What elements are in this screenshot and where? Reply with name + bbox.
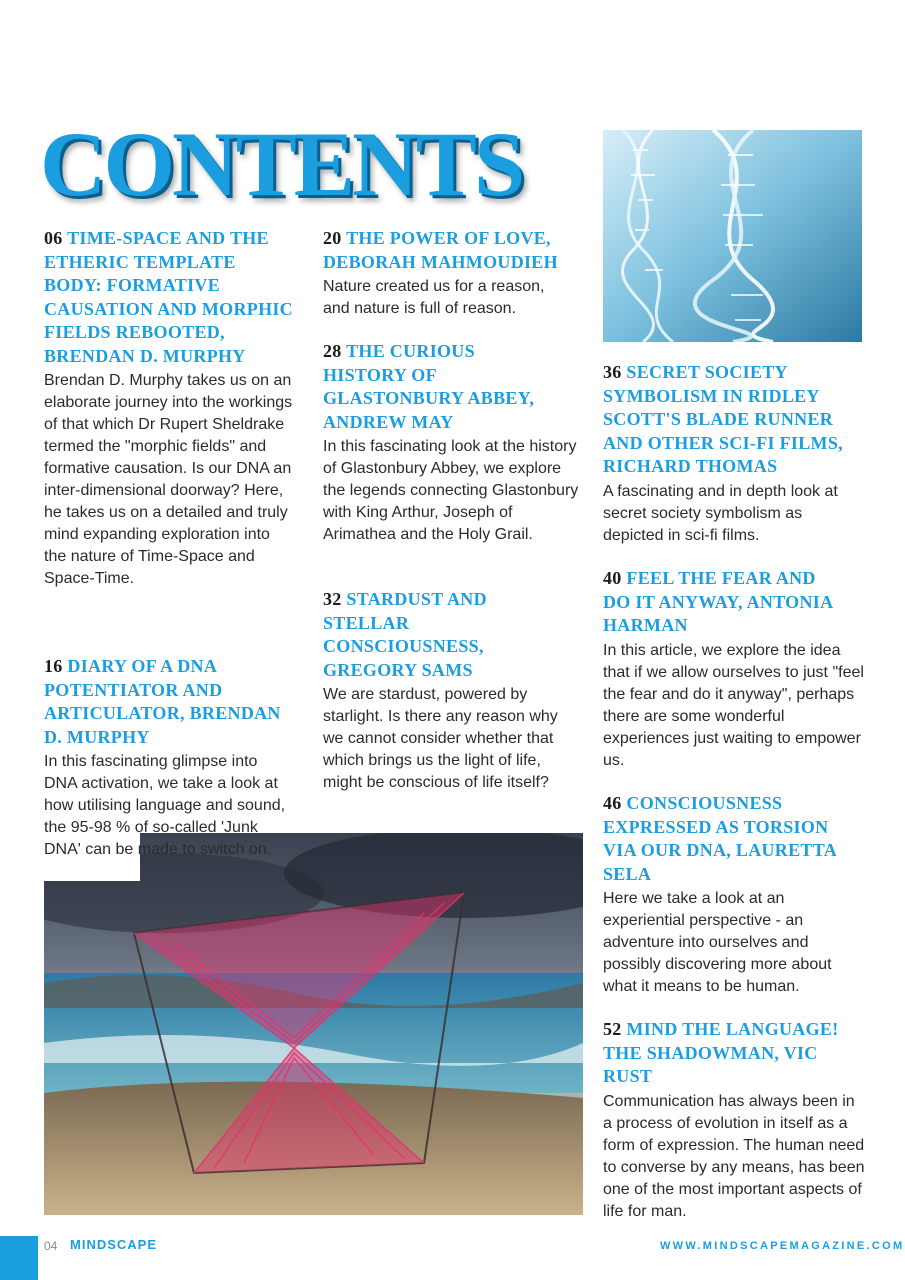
article-page-number: 52 (603, 1019, 622, 1039)
article-page-number: 32 (323, 589, 342, 609)
article-title: THE POWER OF LOVE, DEBORAH MAHMOUDIEH (323, 228, 558, 272)
article-title: DIARY OF A DNA POTENTIATOR AND ARTICULATOR, BRENDAN D. MURPHY (44, 656, 281, 747)
article-heading[interactable] (603, 1018, 865, 1089)
dna-helix-image (603, 130, 862, 342)
article-description: In this fascinating look at the history of Glastonbury Abbey, we explore the legends connecting Glastonbury with King Arthur, Joseph of Arimathea and the Holy Grail. (323, 438, 579, 543)
article-description: In this article, we explore the idea that if we allow ourselves to just "feel the fear and do it anyway", perhaps there are some wonderful experiences just waiting to empower us. (603, 641, 864, 769)
page-number: 04 (44, 1239, 58, 1253)
article-page-number: 40 (603, 568, 622, 588)
footer-accent-block (0, 1236, 38, 1280)
article-heading[interactable] (603, 361, 865, 479)
article-description: In this fascinating glimpse into DNA activation, we take a look at how utilising language and sound, the 95-98 % of so-called 'Junk DNA' can be made to switch on. (44, 753, 286, 858)
article-entry[interactable] (603, 567, 865, 772)
article-heading[interactable] (44, 655, 298, 749)
page-title: CONTENTS (40, 113, 523, 215)
article-heading[interactable] (44, 227, 296, 368)
article-page-number: 28 (323, 341, 342, 361)
article-entry[interactable] (603, 361, 865, 547)
article-heading[interactable] (323, 227, 585, 274)
article-entry[interactable] (603, 1018, 865, 1223)
article-page-number: 16 (44, 656, 63, 676)
article-title: TIME-SPACE AND THE ETHERIC TEMPLATE BODY: FORMATIVE CAUSATION AND MORPHIC FIELDS REBOOTED, BRENDAN D. MURPHY (44, 228, 293, 366)
article-page-number: 36 (603, 362, 622, 382)
article-title: CONSCIOUSNESS EXPRESSED AS TORSION VIA OUR DNA, LAURETTA SELA (603, 793, 836, 884)
website-link[interactable]: WWW.MINDSCAPEMAGAZINE.COM (660, 1240, 905, 1252)
article-entry[interactable] (323, 588, 585, 794)
article-description: Here we take a look at an experiential perspective - an adventure into ourselves and possibly discovering more about what it means to be human. (603, 890, 832, 995)
article-page-number: 06 (44, 228, 63, 248)
article-heading[interactable] (323, 588, 523, 682)
hourglass-sculpture-image (44, 833, 583, 1215)
article-description: Communication has always been in a process of evolution in itself as a form of expression. The human need to converse by any means, has been one of the most important aspects of life for man. (603, 1092, 865, 1220)
article-page-number: 46 (603, 793, 622, 813)
article-entry[interactable] (44, 655, 298, 861)
article-heading[interactable] (603, 567, 843, 638)
article-title: FEEL THE FEAR AND DO IT ANYWAY, ANTONIA HARMAN (603, 568, 833, 635)
article-entry[interactable] (323, 340, 585, 546)
article-title: SECRET SOCIETY SYMBOLISM IN RIDLEY SCOTT'S BLADE RUNNER AND OTHER SCI-FI FILMS, RICHARD THOMAS (603, 362, 843, 476)
article-title: THE CURIOUS HISTORY OF GLASTONBURY ABBEY, ANDREW MAY (323, 341, 535, 432)
mindscape-logo: MINDSCAPE (70, 1237, 158, 1252)
article-description: We are stardust, powered by starlight. Is there any reason why we cannot consider whether that which brings us the light of life, might be conscious of life itself? (323, 686, 558, 791)
article-entry[interactable] (44, 227, 296, 590)
article-page-number: 20 (323, 228, 342, 248)
article-entry[interactable] (603, 792, 865, 998)
article-heading[interactable] (603, 792, 865, 886)
article-heading[interactable] (323, 340, 563, 434)
article-description: A fascinating and in depth look at secret society symbolism as depicted in sci-fi films. (603, 482, 838, 544)
article-description: Nature created us for a reason, and nature is full of reason. (323, 278, 545, 317)
article-title: MIND THE LANGUAGE! THE SHADOWMAN, VIC RUST (603, 1019, 839, 1086)
article-entry[interactable] (323, 227, 585, 320)
article-title: STARDUST AND STELLAR CONSCIOUSNESS, GREGORY SAMS (323, 589, 487, 680)
article-description: Brendan D. Murphy takes us on an elaborate journey into the workings of that which Dr Rupert Sheldrake termed the "morphic fields" and formative causation. Is our DNA an inter-dimensional doorway? Here, he takes us on a detailed and truly mind expanding exploration into the nature of Time-Space and Space-Time. (44, 372, 293, 587)
